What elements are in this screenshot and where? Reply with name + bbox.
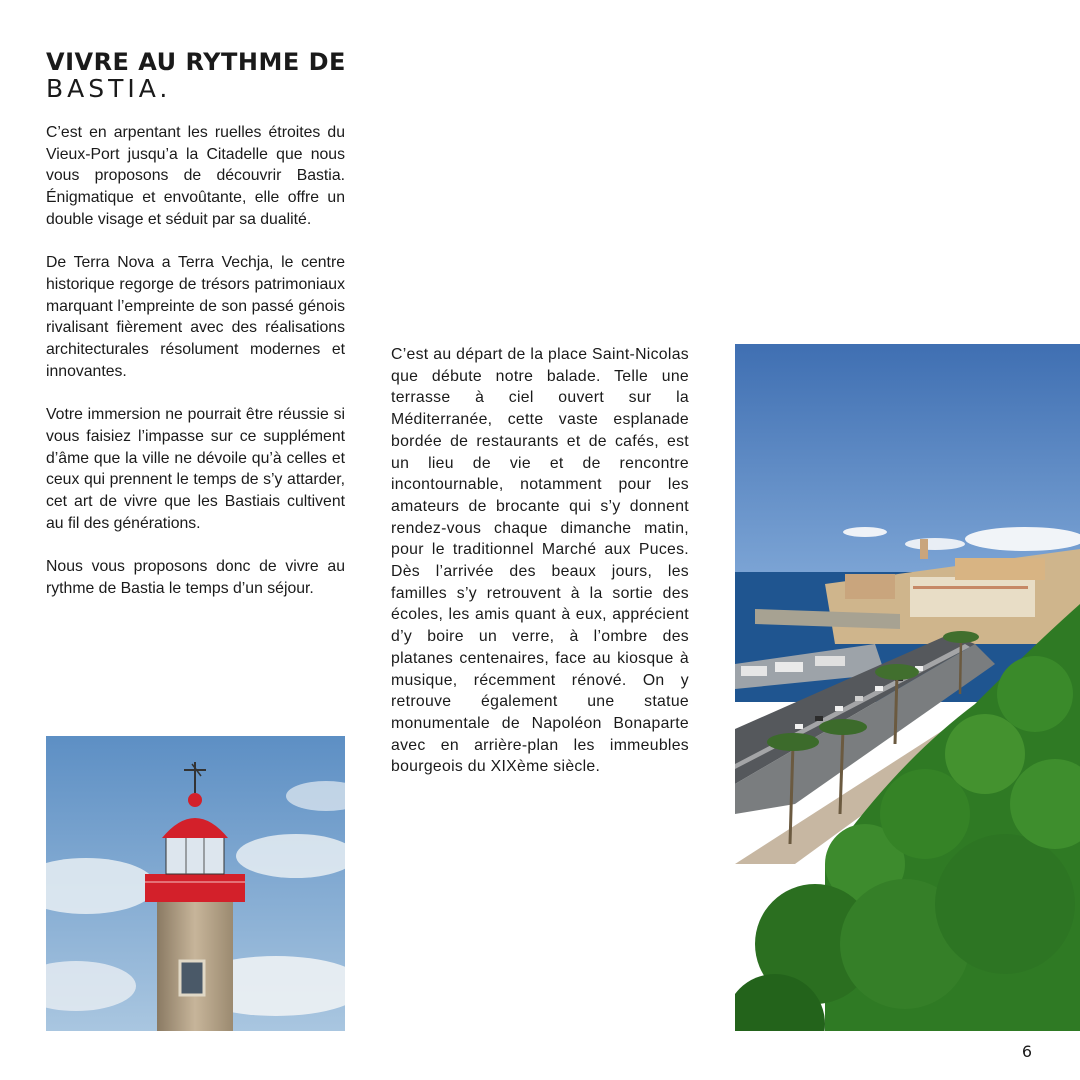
title-line-2: BASTIA. — [46, 74, 172, 103]
paragraph-immersion: Votre immersion ne pourrait être réussie si vous faisiez l’impasse sur ce supplément d’âme que la ville ne dévoile qu’à celles et ceux qui prennent le temps de s’y attarder, cet art de vivre que les Bastiais cultivent au fil des générations. — [46, 406, 345, 532]
middle-text-column — [391, 344, 689, 800]
left-text-column — [46, 122, 345, 621]
page-title — [46, 50, 346, 101]
paragraph-saint-nicolas: C’est au départ de la place Saint-Nicolas que débute notre balade. Telle une terrasse à ciel ouvert sur la Méditerranée, cette vaste esplanade bordée de restaurants et de cafés, est un lieu de vie et de rencontre incontournable, notamment pour les amateurs de brocante qui s’y donnent rendez-vous chaque dimanche matin, pour le traditionnel Marché aux Puces. Dès l’arrivée des beaux jours, les familles s’y retrouvent à la sortie des écoles, les amis quant à eux, apprécient d’y boire un verre, à l’ombre des platanes centenaires, face au kiosque à musique, récemment rénové. On y retrouve également une statue monumentale de Napoléon Bonaparte avec en arrière-plan les immeubles bourgeois du XIXème siècle. — [391, 346, 689, 776]
bastia-aerial-photo — [735, 344, 1080, 1031]
lighthouse-photo — [46, 736, 345, 1031]
paragraph-invitation: Nous vous proposons donc de vivre au rythme de Bastia le temps d’un séjour. — [46, 558, 345, 597]
page-number: 6 — [1021, 1042, 1032, 1061]
title-line-1: VIVRE AU RYTHME DE — [46, 48, 346, 76]
paragraph-intro: C’est en arpentant les ruelles étroites du Vieux-Port jusqu’a la Citadelle que nous vous proposons de découvrir Bastia. Énigmatique et envoûtante, elle offre un double visage et séduit par sa dualité. — [46, 124, 345, 228]
paragraph-heritage: De Terra Nova a Terra Vechja, le centre historique regorge de trésors patrimoniaux marquant l’empreinte de son passé génois rivalisant fièrement avec des réalisations architecturales résolument modernes et innovantes. — [46, 254, 345, 380]
